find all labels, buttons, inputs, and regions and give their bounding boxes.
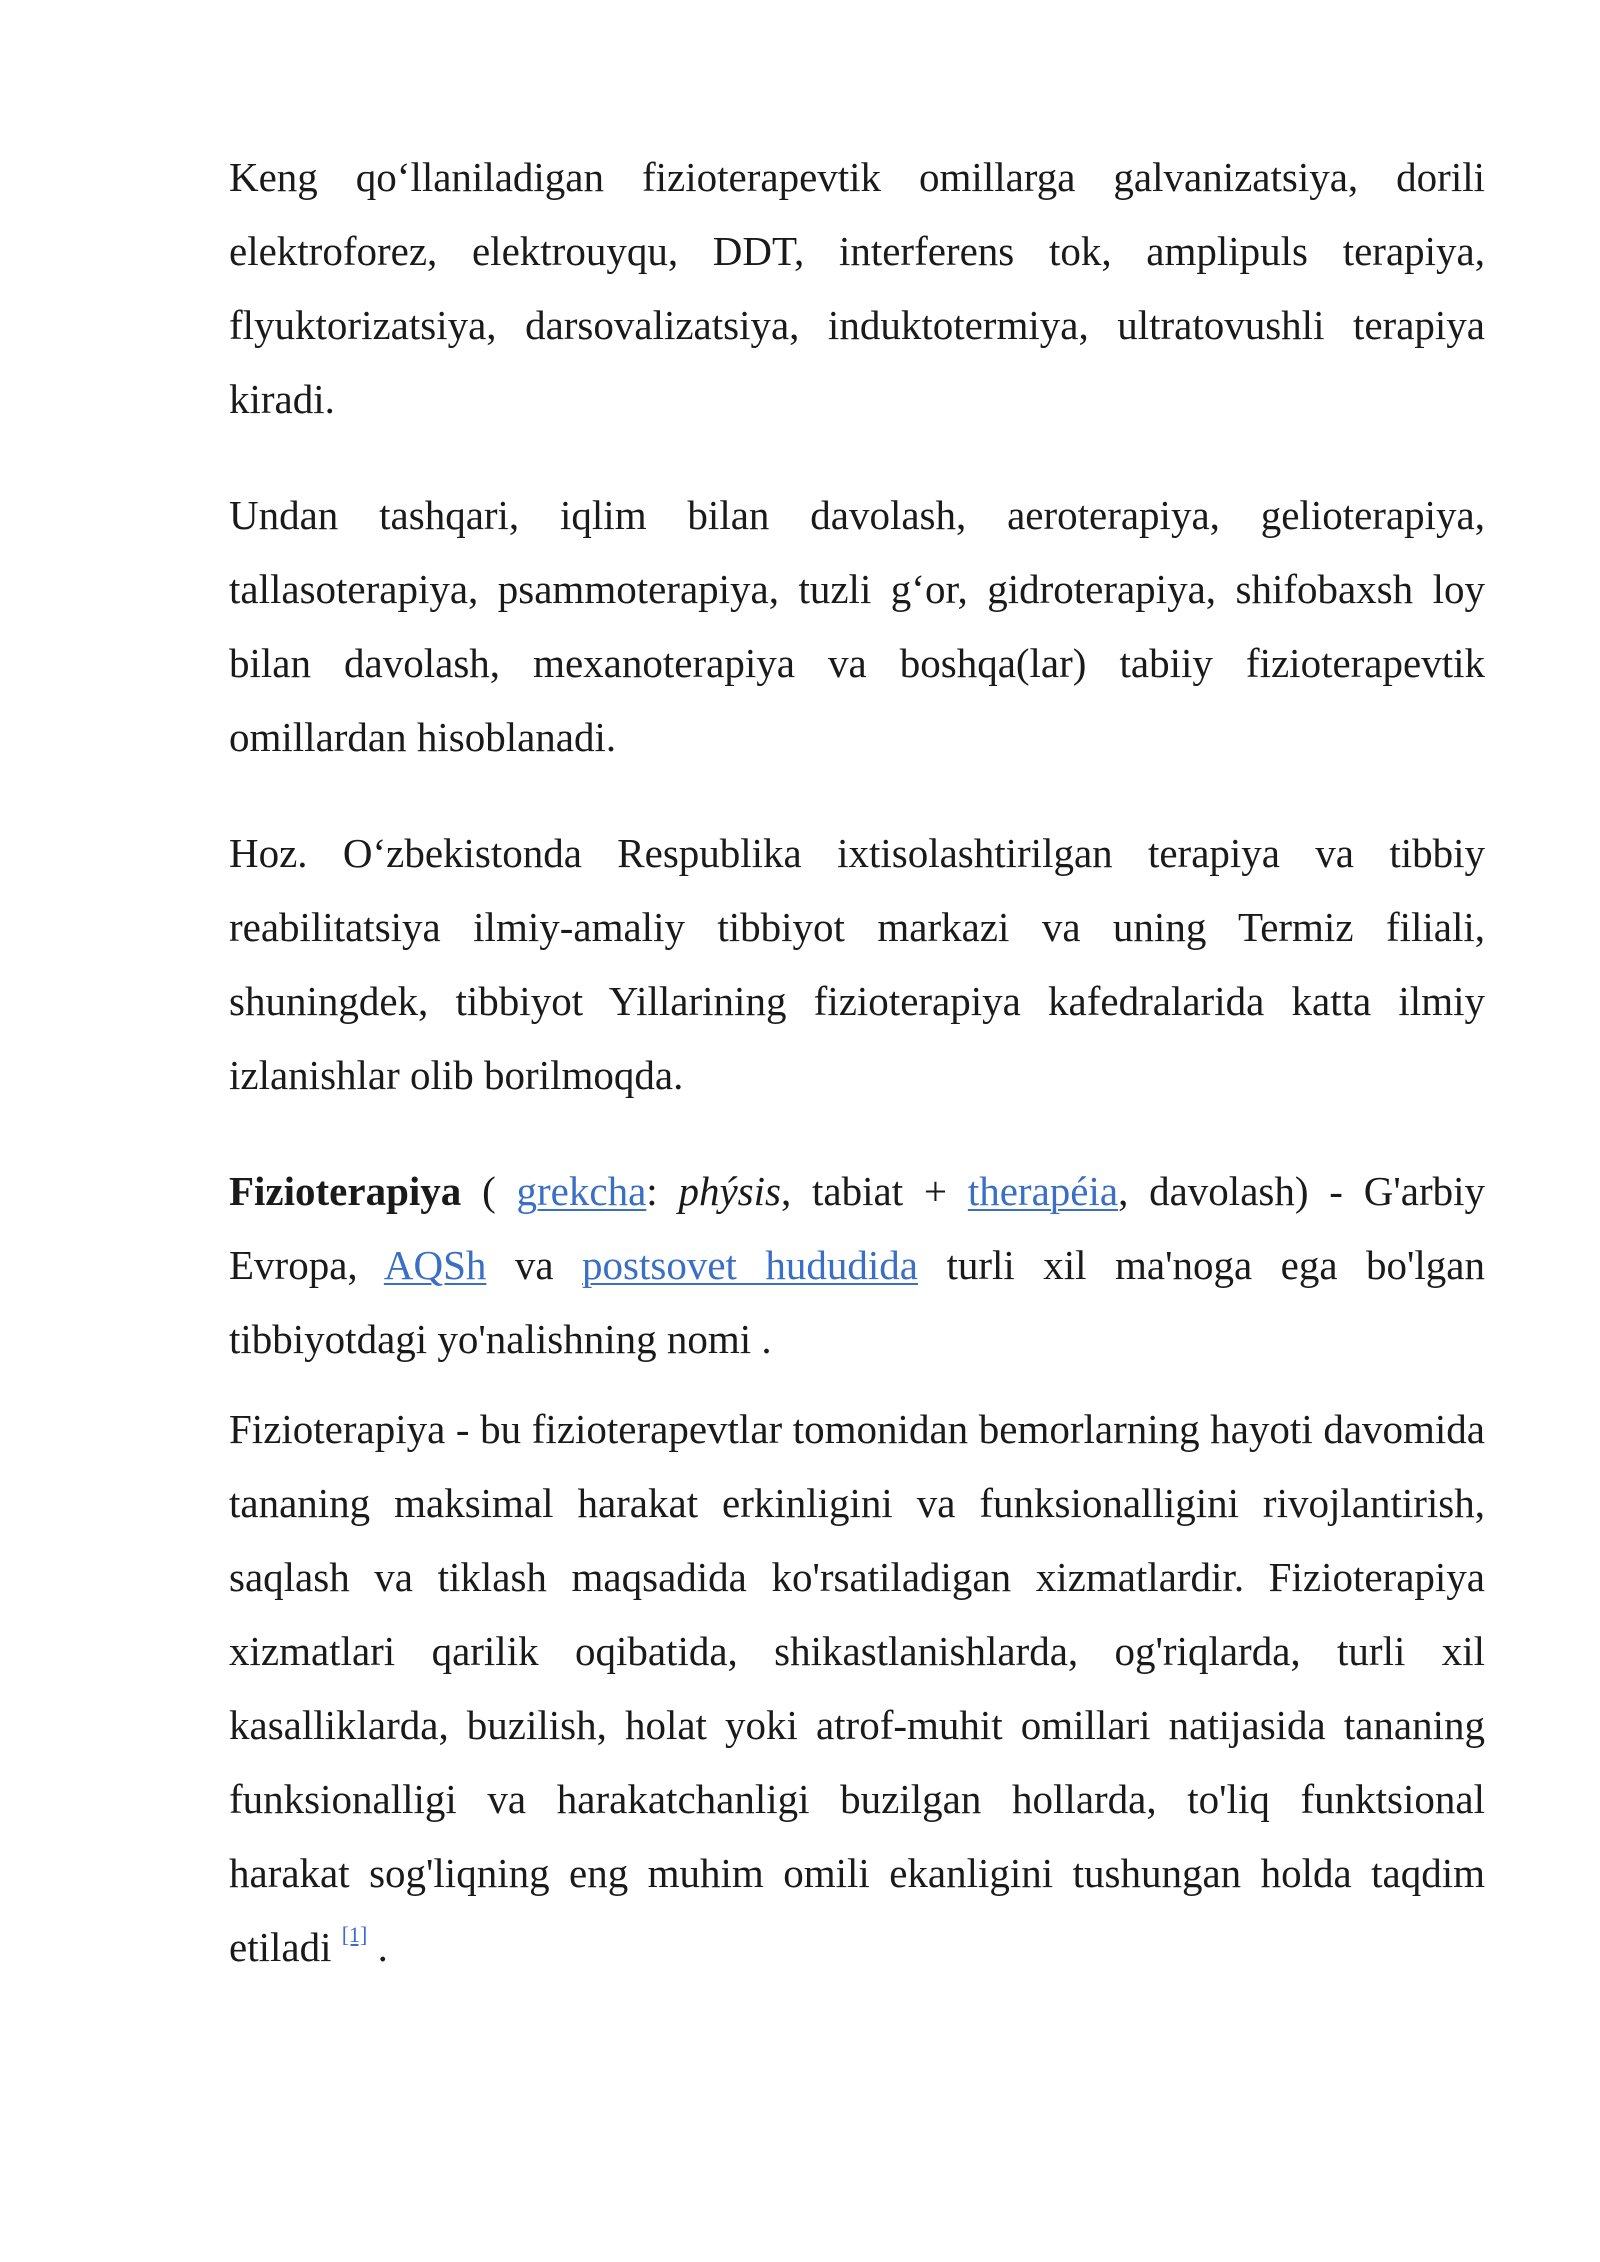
paragraph-fizioterapiya-definition	[229, 1154, 1485, 1376]
text-after-therapeia: , davolash) - G'arbiy Evropa,	[229, 1168, 1485, 1288]
text-colon: :	[646, 1168, 679, 1214]
term-fizioterapiya: Fizioterapiya	[229, 1168, 462, 1214]
paragraph-tabiiy-omillar: Undan tashqari, iqlim bilan davolash, aeroterapiya, gelioterapiya, tallasoterapiya, psammoterapiya, tuzli g‘or, gidroterapiya, shifobaxsh loy bilan davolash, mexanoterapiya va boshqa(lar) tabiiy fizioterapevtik omillardan hisoblanadi.	[229, 492, 1485, 760]
text-definition-tail: turli xil ma'noga ega bo'lgan tibbiyotdagi yo'nalishning nomi .	[229, 1242, 1485, 1362]
text-final-period: .	[367, 1924, 388, 1970]
document-page	[229, 140, 1485, 1984]
link-grekcha[interactable]: grekcha	[516, 1168, 647, 1214]
link-aqsh[interactable]: AQSh	[383, 1242, 487, 1288]
link-postsovet-hududida[interactable]: postsovet hududida	[582, 1242, 918, 1288]
greek-word-physis: phýsis	[678, 1168, 781, 1214]
paragraph-fizioterapiya-xizmatlari	[229, 1392, 1485, 1984]
text-xizmatlar-body: Fizioterapiya - bu fizioterapevtlar tomonidan bemorlarning hayoti davomida tananing maksimal harakat erkinligini va funksionalligini rivojlantirish, saqlash va tiklash maqsadida ko'rsatiladigan xizmatlardir. Fizioterapiya xizmatlari qarilik oqibatida, shikastlanishlarda, og'riqlarda, turli xil kasalliklarda, buzilish, holat yoki atrof-muhit omillari natijasida tananing funksionalligi va harakatchanligi buzilgan hollarda, to'liq funktsional harakat sog'liqning eng muhim omili ekanligini tushungan holda taqdim etiladi	[229, 1406, 1485, 1970]
link-therapeia[interactable]: therapéia	[967, 1168, 1119, 1214]
text-after-greek: , tabiat +	[780, 1168, 968, 1214]
paragraph-fizioterapevtik-omillar: Keng qo‘llaniladigan fizioterapevtik omillarga galvanizatsiya, dorili elektroforez, elektrouyqu, DDT, interferens tok, amplipuls terapiya, flyuktorizatsiya, darsovalizatsiya, induktotermiya, ultratovushli terapiya kiradi.	[229, 154, 1485, 422]
paragraph-ilmiy-izlanishlar: Hoz. O‘zbekistonda Respublika ixtisolashtirilgan terapiya va tibbiy reabilitatsiya ilmiy-amaliy tibbiyot markazi va uning Termiz filiali, shuningdek, tibbiyot Yillarining fizioterapiya kafedralarida katta ilmiy izlanishlar olib borilmoqda.	[229, 830, 1485, 1098]
footnote-link-1[interactable]: [1]	[341, 1922, 368, 1948]
text-between-links: va	[486, 1242, 583, 1288]
footnote-reference	[342, 1922, 368, 1947]
text-open-paren: (	[461, 1168, 517, 1214]
